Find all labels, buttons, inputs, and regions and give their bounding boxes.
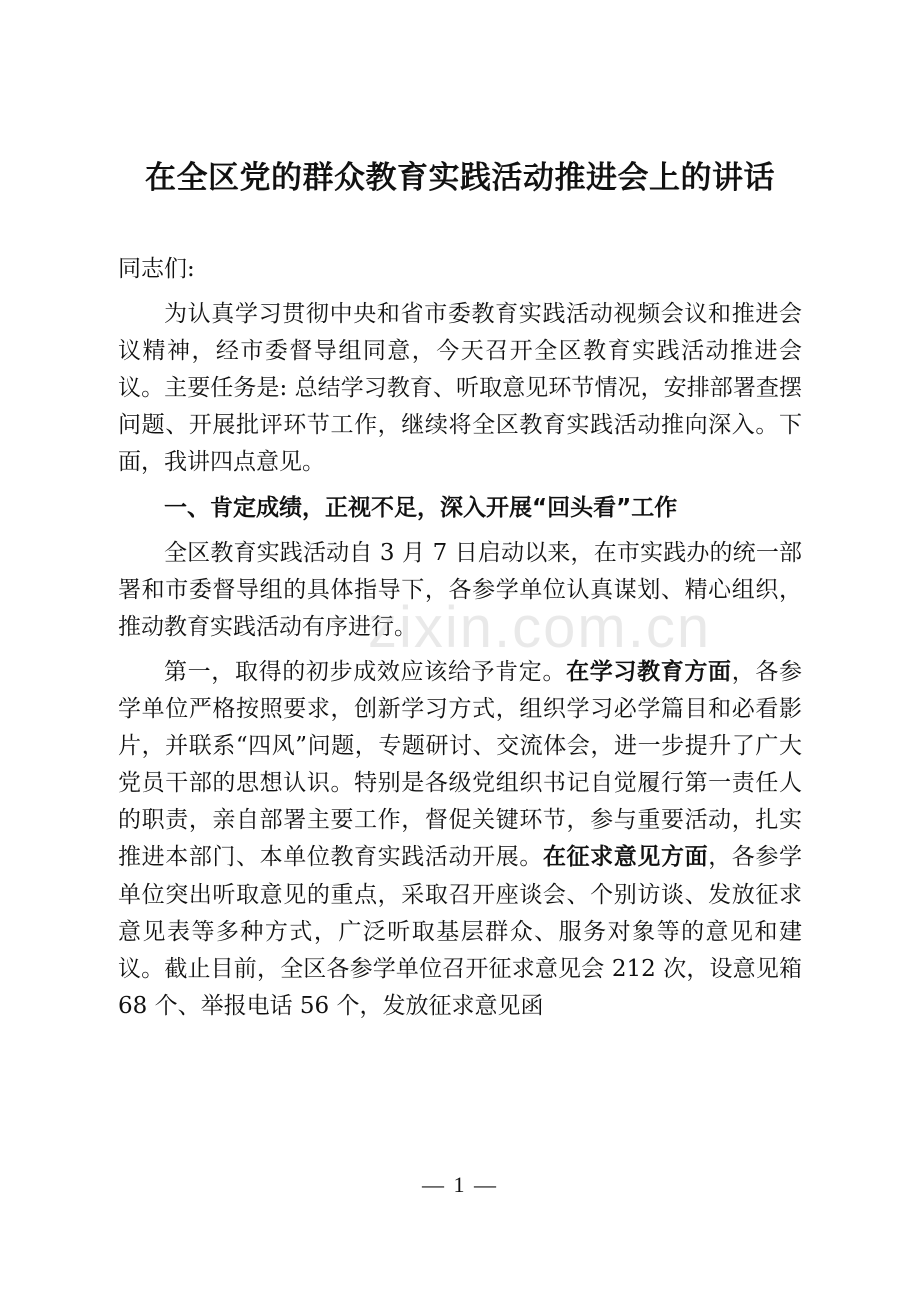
intro-paragraph: 为认真学习贯彻中央和省市委教育实践活动视频会议和推进会议精神，经市委督导组同意，今天召开全区教育实践活动推进会议。主要任务是: 总结学习教育、听取意见环节情况，安排部署查摆问题、开展批评环节工作，继续将全区教育实践活动推向深入。下面，我讲四点意见。 — [118, 301, 802, 476]
document-body — [118, 251, 802, 1033]
section-paragraph: 全区教育实践活动自 3 月 7 日启动以来，在市实践办的统一部署和市委督导组的具体指导下，各参学单位认真谋划、精心组织，推动教育实践活动有序进行。 — [118, 539, 802, 640]
point-paragraph — [118, 654, 802, 1025]
page-number: — 1 — — [422, 1172, 498, 1197]
salutation: 同志们: — [118, 256, 195, 282]
point-bold-opinion: 在征求意见方面 — [542, 844, 709, 871]
section-heading: 一、肯定成绩，正视不足，深入开展“回头看”工作 — [164, 494, 678, 521]
point-text-study: ，各参学单位严格按照要求，创新学习方式，组织学习必学篇目和必看影片，并联系“四风”问题，专题研讨、交流体会，进一步提升了广大党员干部的思想认识。特别是各级党组织书记自觉履行第一责任人的职责，亲自部署主要工作，督促关键环节，参与重要活动，扎实推进本部门、本单位教育实践活动开展。 — [118, 658, 803, 871]
point-lead: 第一，取得的初步成效应该给予肯定。 — [164, 658, 567, 685]
point-text-opinion: ，各参学单位突出听取意见的重点，采取召开座谈会、个别访谈、发放征求意见表等多种方式，广泛听取基层群众、服务对象等的意见和建议。截止目前，全区各参学单位召开征求意见会 212 次，设意见箱 68 个、举报电话 56 个，发放征求意见函 — [118, 844, 803, 1019]
document-title: 在全区党的群众教育实践活动推进会上的讲话 — [145, 160, 775, 196]
point-bold-study: 在学习教育方面 — [566, 658, 732, 685]
watermark: zixin.com.cn — [368, 595, 712, 660]
